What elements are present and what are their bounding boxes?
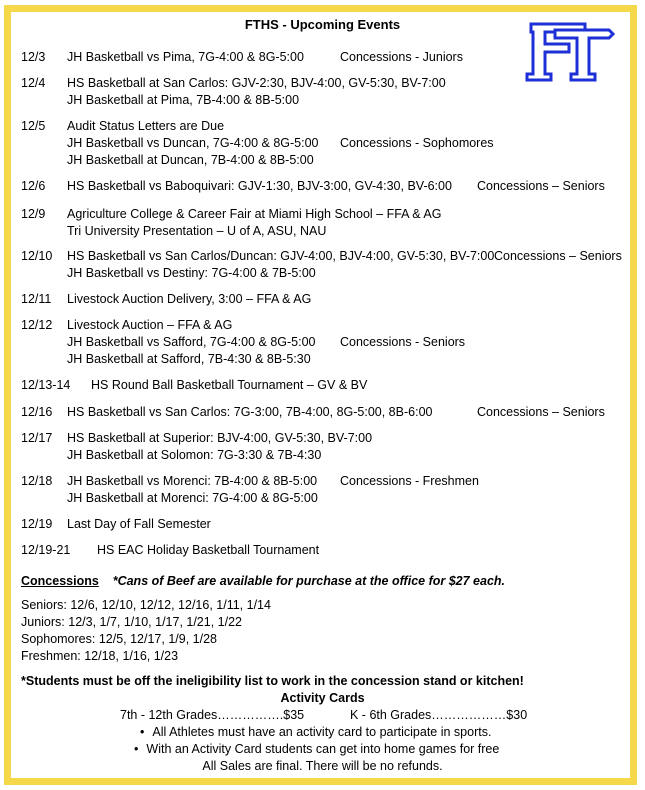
event-date: 12/19: [21, 517, 53, 531]
event-line: Last Day of Fall Semester: [67, 517, 211, 531]
event-line: HS Basketball vs San Carlos/Duncan: GJV-4:00, BJV-4:00, GV-5:30, BV-7:00: [67, 249, 495, 263]
event-line: Livestock Auction Delivery, 3:00 – FFA & AG: [67, 292, 312, 306]
event-4: [21, 206, 621, 240]
event-9: [21, 404, 621, 421]
event-1: [21, 75, 621, 109]
event-date: 12/9: [21, 207, 46, 221]
event-line: JH Basketball vs Safford, 7G-4:00 & 8G-5:00: [67, 335, 316, 349]
event-7: [21, 317, 621, 368]
event-date: 12/18: [21, 474, 53, 488]
event-concession: Concessions - Freshmen: [340, 474, 479, 488]
concessions-header: [21, 573, 505, 590]
event-line: HS Basketball at Superior: BJV-4:00, GV-5:30, BV-7:00: [67, 431, 373, 445]
event-date: 12/11: [21, 292, 52, 306]
event-line: HS Round Ball Basketball Tournament – GV & BV: [91, 378, 368, 392]
concessions-row-juniors: Juniors: 12/3, 1/7, 1/10, 1/17, 1/21, 1/22: [21, 615, 242, 629]
event-line: HS Basketball vs San Carlos: 7G-3:00, 7B-4:00, 8G-5:00, 8B-6:00: [67, 405, 433, 419]
event-line: HS Basketball vs Baboquivari: GJV-1:30, BJV-3:00, GV-4:30, BV-6:00: [67, 179, 452, 193]
event-date: 12/16: [21, 405, 53, 419]
concessions-heading: Concessions: [21, 574, 99, 588]
activity-bullet-athletes: [140, 724, 491, 741]
event-concession: Concessions - Sophomores: [340, 136, 494, 150]
concessions-row-seniors: Seniors: 12/6, 12/10, 12/12, 12/16, 1/11, 1/14: [21, 598, 271, 612]
event-line: Audit Status Letters are Due: [67, 119, 225, 133]
event-line: Livestock Auction – FFA & AG: [67, 318, 233, 332]
event-line: JH Basketball vs Pima, 7G-4:00 & 8G-5:00: [67, 50, 304, 64]
event-6: [21, 291, 621, 308]
sales-final-note: All Sales are final. There will be no refunds.: [202, 759, 443, 773]
event-line: Agriculture College & Career Fair at Miami High School – FFA & AG: [67, 207, 442, 221]
event-date: 12/3: [21, 50, 46, 64]
event-line: JH Basketball vs Morenci: 7B-4:00 & 8B-5:00: [67, 474, 318, 488]
event-0: [21, 49, 621, 66]
event-concession: Concessions – Seniors: [477, 405, 605, 419]
event-line: HS Basketball at San Carlos: GJV-2:30, BJV-4:00, GV-5:30, BV-7:00: [67, 76, 446, 90]
event-date: 12/13-14: [21, 378, 71, 392]
event-line: JH Basketball at Duncan, 7B-4:00 & 8B-5:00: [67, 153, 314, 167]
event-date: 12/19-21: [21, 543, 71, 557]
event-line: JH Basketball at Safford, 7B-4:30 & 8B-5:30: [67, 352, 311, 366]
event-line: Tri University Presentation – U of A, ASU, NAU: [67, 224, 327, 238]
ineligibility-note: *Students must be off the ineligibility list to work in the concession stand or kitchen!: [21, 674, 524, 688]
event-10: [21, 430, 621, 464]
price-7-12: 7th - 12th Grades…………….$35: [120, 708, 305, 722]
concessions-row-freshmen: Freshmen: 12/18, 1/16, 1/23: [21, 649, 179, 663]
concessions-row-sophomores: Sophomores: 12/5, 12/17, 1/9, 1/28: [21, 632, 217, 646]
activity-bullet-home-games: [134, 741, 499, 758]
event-concession: Concessions – Seniors: [477, 179, 605, 193]
event-date: 12/12: [21, 318, 53, 332]
event-concession: Concessions - Seniors: [340, 335, 466, 349]
event-line: HS EAC Holiday Basketball Tournament: [97, 543, 320, 557]
beef-note: *Cans of Beef are available for purchase at the office for $27 each.: [112, 574, 505, 588]
event-line: JH Basketball at Pima, 7B-4:00 & 8B-5:00: [67, 93, 300, 107]
event-11: [21, 473, 621, 507]
event-date: 12/10: [21, 249, 53, 263]
activity-bullet-home-games-text: With an Activity Card students can get into home games for free: [146, 742, 500, 756]
price-k-6: K - 6th Grades………………$30: [350, 708, 528, 722]
activity-bullet-athletes-text: All Athletes must have an activity card to participate in sports.: [152, 725, 492, 739]
event-8: [21, 377, 621, 394]
event-concession: Concessions - Juniors: [340, 50, 463, 64]
activity-cards-heading: Activity Cards: [280, 691, 365, 705]
event-line: JH Basketball vs Duncan, 7G-4:00 & 8G-5:00: [67, 136, 319, 150]
event-date: 12/6: [21, 179, 46, 193]
event-line: JH Basketball at Morenci: 7G-4:00 & 8G-5:00: [67, 491, 318, 505]
page-title: FTHS - Upcoming Events: [244, 17, 401, 32]
event-13: [21, 542, 621, 559]
event-date: 12/5: [21, 119, 46, 133]
event-5: [21, 248, 621, 282]
event-line: JH Basketball vs Destiny: 7G-4:00 & 7B-5:00: [67, 266, 316, 280]
event-line: JH Basketball at Solomon: 7G-3:30 & 7B-4:30: [67, 448, 322, 462]
event-2: [21, 118, 621, 169]
event-concession: Concessions – Seniors: [494, 249, 622, 263]
event-date: 12/17: [21, 431, 53, 445]
event-date: 12/4: [21, 76, 46, 90]
event-12: [21, 516, 621, 533]
event-3: [21, 178, 621, 195]
